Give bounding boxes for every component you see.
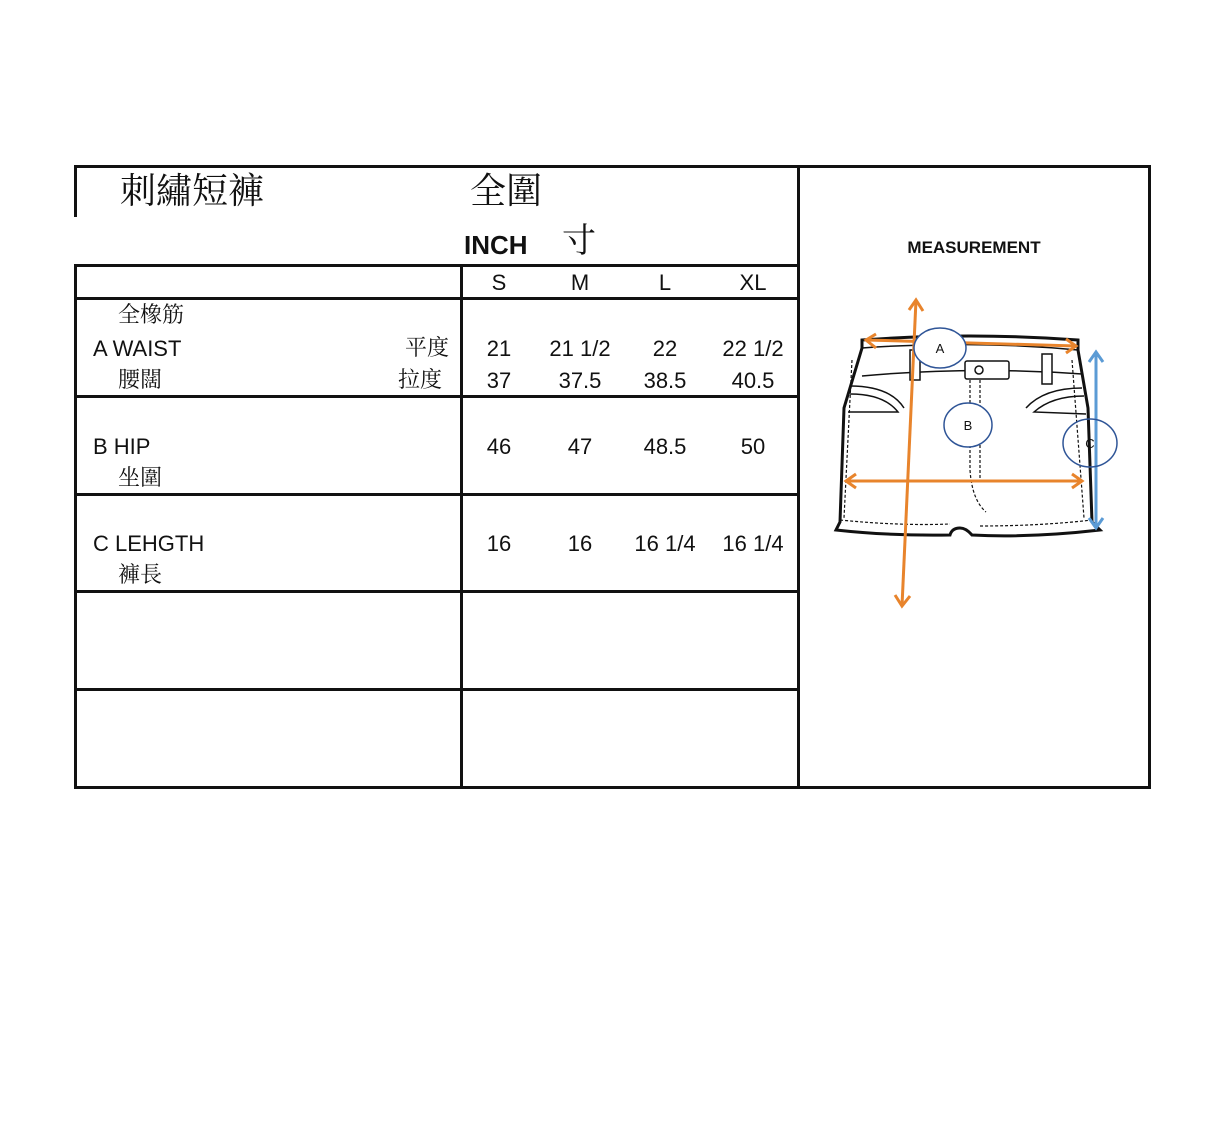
frame-right-line [1148, 165, 1151, 789]
frame-top-line [74, 165, 1151, 168]
waist-flat-s: 21 [486, 336, 512, 361]
button-tab [965, 361, 1009, 379]
length-value-l: 16 1/4 [634, 531, 696, 556]
waist-top-note: 全橡筋 [118, 303, 185, 328]
waist-stretch-m: 37.5 [558, 368, 602, 393]
belt-loop-right [1042, 354, 1052, 384]
waist-label: A WAIST [93, 336, 182, 361]
waist-stretch-l: 38.5 [643, 368, 687, 393]
label-c-text: C [1085, 436, 1095, 451]
product-name: 刺繡短褲 [120, 171, 265, 212]
waist-stretch-label: 拉度 [398, 368, 443, 393]
size-label-s: S [491, 270, 507, 295]
waist-flat-label: 平度 [405, 336, 450, 361]
row-line-waist-bottom [74, 395, 800, 398]
size-label-l: L [658, 270, 672, 295]
length-label-zh: 褲長 [118, 563, 163, 588]
diagram-title: MEASUREMENT [907, 238, 1041, 257]
length-label: C LEHGTH [93, 531, 205, 556]
length-value-m: 16 [567, 531, 593, 556]
hip-label: B HIP [93, 434, 151, 459]
waist-flat-m: 21 1/2 [549, 336, 611, 361]
length-value-xl: 16 1/4 [722, 531, 784, 556]
row-line-length-bottom [74, 590, 800, 593]
button-icon [975, 366, 983, 374]
row-line-empty-bottom [74, 688, 800, 691]
hip-value-xl: 50 [740, 434, 766, 459]
row-line-header-top [74, 264, 800, 267]
frame-left-top-stub [74, 165, 77, 217]
hip-value-m: 47 [567, 434, 593, 459]
unit-zh: 寸 [562, 221, 596, 261]
waist-stretch-s: 37 [486, 368, 512, 393]
frame-bottom-line [74, 786, 1151, 789]
row-line-hip-bottom [74, 493, 800, 496]
waist-flat-xl: 22 1/2 [722, 336, 784, 361]
frame-left-line [74, 264, 77, 789]
waist-label-zh: 腰闊 [118, 368, 163, 393]
hip-label-zh: 坐圍 [118, 466, 163, 491]
hip-value-l: 48.5 [643, 434, 687, 459]
unit-en: INCH [464, 230, 528, 260]
shorts-diagram [820, 290, 1140, 620]
hip-value-s: 46 [486, 434, 512, 459]
size-label-xl: XL [739, 270, 767, 295]
waist-stretch-xl: 40.5 [731, 368, 775, 393]
row-line-header-bottom [74, 297, 800, 300]
label-b-text: B [963, 418, 973, 433]
measure-type: 全圍 [470, 171, 543, 212]
size-label-m: M [570, 270, 590, 295]
length-value-s: 16 [486, 531, 512, 556]
label-a-text: A [935, 341, 945, 356]
waist-flat-l: 22 [652, 336, 678, 361]
